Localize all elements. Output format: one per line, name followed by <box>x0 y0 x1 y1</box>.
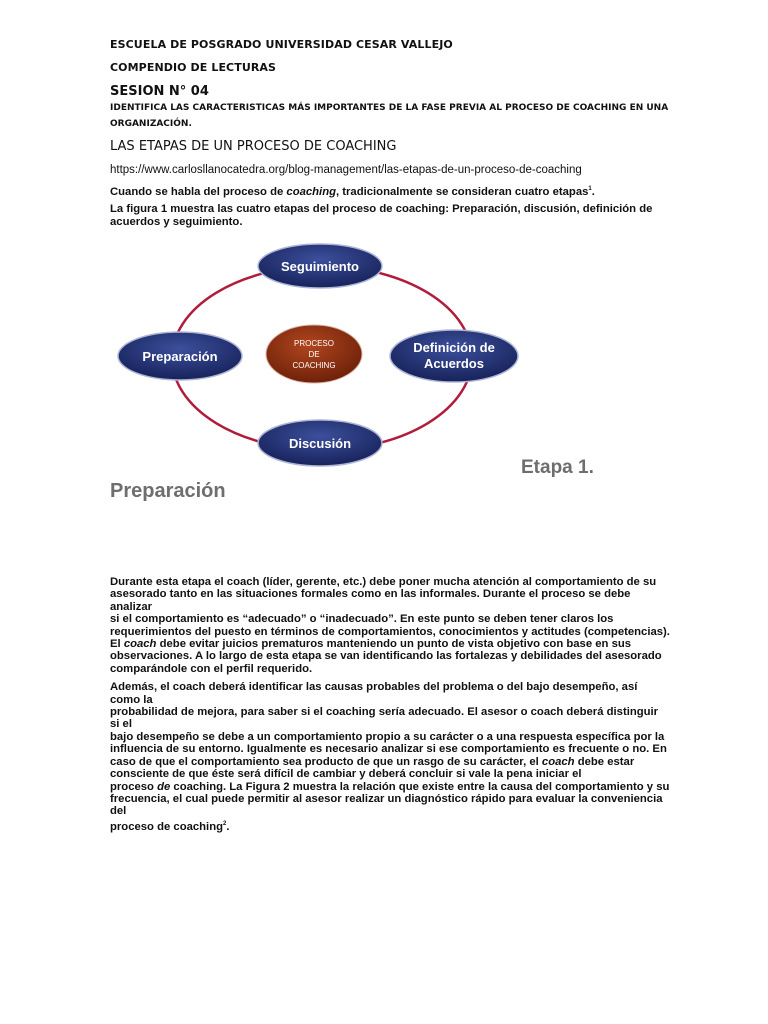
node-discusion[interactable] <box>258 420 382 466</box>
node-label: Discusión <box>288 436 352 451</box>
center-label: DE <box>308 350 320 359</box>
node-preparacion[interactable] <box>118 332 242 380</box>
body-text <box>110 576 670 839</box>
source-link[interactable]: https://www.carlosllanocatedra.org/blog-management/las-etapas-de-un-proceso-de-coaching <box>110 164 582 176</box>
footnote-ref[interactable]: 2 <box>223 820 227 827</box>
intro-paragraph <box>110 183 595 199</box>
text-line: consciente de que éste será difícil de cambiar y deberá concluir si vale la pena iniciar el <box>110 768 582 781</box>
center-process <box>266 325 362 383</box>
intro-text: . <box>591 185 595 198</box>
text-line: requerimientos del puesto en términos de comportamientos, conocimientos y actitudes (competencias). <box>110 625 670 638</box>
figure-line: acuerdos y seguimiento. <box>110 216 243 228</box>
intro-text: , tradicionalmente se consideran cuatro etapas <box>336 185 589 198</box>
node-label: Definición de <box>413 340 495 355</box>
intro-text: Cuando se habla del proceso de <box>110 185 287 198</box>
text-line: probabilidad de mejora, para saber si el coaching sería adecuado. El asesor o coach deberá distinguir si el <box>110 706 659 731</box>
text-line: influencia de su entorno. Igualmente es necesario analizar si ese comportamiento es frecuente o no. En <box>110 743 667 756</box>
figure-description <box>110 203 670 229</box>
text-line: coaching. La Figura 2 muestra la relación que existe entre la causa del comportamiento y su <box>170 780 670 793</box>
coaching-cycle-diagram <box>110 240 530 470</box>
text-emphasis: coach <box>541 755 575 768</box>
node-label: Acuerdos <box>424 356 484 371</box>
task-line: IDENTIFICA LAS CARACTERISTICAS MÁS IMPORTANTES DE LA FASE PREVIA AL PROCESO DE COACHING EN UNA <box>110 103 669 113</box>
text-line: debe evitar juicios prematuros manteniendo un punto de vista objetivo con base en sus <box>156 638 632 651</box>
node-label: Seguimiento <box>280 259 360 274</box>
text-emphasis: coach <box>123 638 157 651</box>
text-line: observaciones. A lo largo de esta etapa se van identificando las fortalezas y debilidades del asesorado <box>110 650 662 663</box>
text-line: proceso de coaching <box>110 820 223 833</box>
text-line: frecuencia, el cual puede permitir al asesor realizar un diagnóstico rápido para evaluar la conveniencia del <box>110 792 663 818</box>
text-line: proceso <box>110 780 158 793</box>
task-statement <box>110 100 670 132</box>
session-heading: SESION N° 04 <box>110 84 209 99</box>
text-line: debe estar <box>574 755 635 768</box>
paragraph-2 <box>110 681 670 833</box>
text-line: comparándole con el perfil requerido. <box>110 662 313 675</box>
text-emphasis: de <box>157 780 171 793</box>
text-line: asesorado tanto en las situaciones formales como en las informales. Durante el proceso se debe analizar <box>110 588 631 613</box>
text-line: caso de que el comportamiento sea producto de que un rasgo de su carácter, el <box>110 755 542 768</box>
text-line: . <box>226 820 230 833</box>
text-line: El <box>110 638 124 651</box>
stage-label: Etapa 1. <box>521 457 594 478</box>
paragraph-1 <box>110 576 670 675</box>
text-line: Durante esta etapa el coach (líder, gerente, etc.) debe poner mucha atención al comportamiento de su <box>110 576 657 588</box>
node-label: Preparación <box>142 349 218 364</box>
text-line: bajo desempeño se debe a un comportamiento propio a su carácter o a una respuesta específica por la <box>110 730 665 743</box>
intro-emphasis: coaching <box>286 185 336 198</box>
figure-line: La figura 1 muestra las cuatro etapas del proceso de coaching: Preparación, discusión, definición de <box>110 203 653 215</box>
section-title: Preparación <box>110 480 226 502</box>
text-line: si el comportamiento es “adecuado” o “inadecuado”. En este punto se deben tener claros los <box>110 613 614 626</box>
article-title: LAS ETAPAS DE UN PROCESO DE COACHING <box>110 139 397 154</box>
task-line: ORGANIZACIÓN. <box>110 119 192 129</box>
node-definicion-acuerdos[interactable] <box>390 330 518 382</box>
compendium-heading: COMPENDIO DE LECTURAS <box>110 61 277 74</box>
center-label: COACHING <box>292 361 336 370</box>
center-label: PROCESO <box>293 339 335 348</box>
node-seguimiento[interactable] <box>258 244 382 288</box>
footnote-ref[interactable]: 1 <box>588 186 592 192</box>
text-line: Además, el coach deberá identificar las causas probables del problema o del bajo desempeño, así como la <box>110 681 638 706</box>
school-heading: ESCUELA DE POSGRADO UNIVERSIDAD CESAR VALLEJO <box>110 38 453 51</box>
